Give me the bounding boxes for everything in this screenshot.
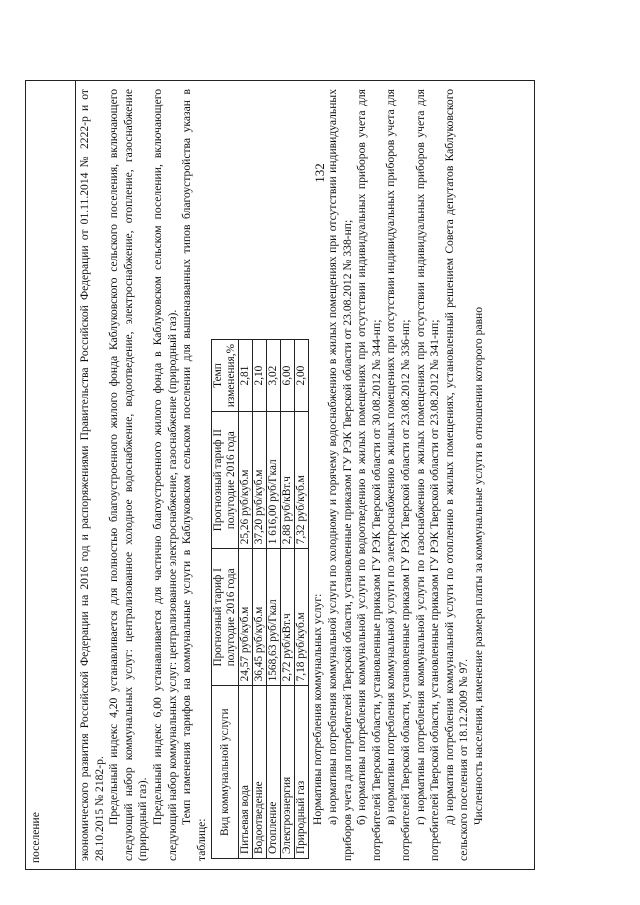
paragraph-3: Предельный индекс 6,00 устанавливается для частично благоустроенного жилого фонда в Каблуковском сельском поселении, включающего следующий набор коммунальных услуг: централизованное электроснабжение, газоснабжение (природный газ).	[150, 89, 179, 861]
header-tariff-h2: Прогнозный тариф II полугодие 2016 года	[212, 412, 239, 549]
table-row	[253, 340, 267, 859]
paragraph-2: Предельный индекс 4,20 устанавливается для полностью благоустроенного жилого фонда Каблуковского сельского поселения, включающего следующий набор коммунальных услуг: централизованное холодное водоснабжение, водоотведение, электроснабжение, отопление, газоснабжение (природный газ).	[107, 89, 150, 861]
cell-tariff-h2: 7,32 руб/куб.м	[295, 412, 309, 549]
page-frame	[25, 80, 535, 870]
cell-change: 2,10	[253, 340, 267, 412]
norm-d: д) норматив потребления коммунальной услуги по отоплению в жилых помещениях, установленный решением Совета депутатов Каблуковского сельского поселения от 18.12.2009 № 97.	[442, 89, 471, 861]
cell-tariff-h2: 37,20 руб/куб.м	[253, 412, 267, 549]
cell-service: Водоотведение	[253, 686, 267, 859]
norms-intro: Нормативы потребления коммунальных услуг:	[311, 593, 325, 825]
header-change: Темп изменения,%	[212, 340, 239, 412]
table-header-row	[212, 340, 239, 859]
norm-g: г) нормативы потребления коммунальной услуги по газоснабжению в жилых помещениях при отсутствии индивидуальных приборов учета для потребителей Тверской области, установленные приказом ГУ РЭК Тверской области от 23.08.2012 № 341-нп;	[413, 89, 442, 861]
cell-service: Электроэнергия	[281, 686, 295, 859]
settlement-column: поселение	[26, 81, 76, 869]
norm-v: в) нормативы потребления коммунальной услуги по электроснабжению в жилых помещениях при отсутствии индивидуальных приборов учета для потребителей Тверской области, установленные приказом ГУ РЭК Тверской области от 23.08.2012 № 336-нп;	[384, 89, 412, 861]
cell-tariff-h2: 1 616,00 руб/Гкал	[267, 412, 281, 549]
norm-a: а) нормативы потребления коммунальной услуги по холодному и горячему водоснабжению в жилых помещениях при отсутствии индивидуальных приборов учета для потребителей Тверской области, установленные приказом ГУ РЭК Тверской области от 23.08.2012 № 338-нп;	[325, 89, 354, 861]
cell-change: 2,81	[239, 340, 253, 412]
cell-service: Отопление	[267, 686, 281, 859]
header-service: Вид коммунальной услуги	[212, 686, 239, 859]
cell-tariff-h1: 7,18 руб/куб.м	[295, 549, 309, 686]
table-row	[295, 340, 309, 859]
cell-change: 6,00	[281, 340, 295, 412]
main-content	[78, 81, 486, 869]
cell-tariff-h2: 2,88 руб/кВт.ч	[281, 412, 295, 549]
cell-tariff-h1: 2,72 руб/кВт.ч	[281, 549, 295, 686]
cell-service: Питьевая вода	[239, 686, 253, 859]
cell-tariff-h1: 24,57 руб/куб.м	[239, 549, 253, 686]
page-number: 132	[311, 163, 327, 183]
table-row	[267, 340, 281, 859]
paragraph-4: Темп изменения тарифов на коммунальные услуги в Каблуковском сельском поселении для вышеназванных типов благоустройства указан в таблице:	[180, 89, 208, 861]
tariff-table	[211, 339, 309, 859]
header-tariff-h1: Прогнозный тариф I полугодие 2016 года	[212, 549, 239, 686]
cell-tariff-h2: 25,26 руб/куб.м	[239, 412, 253, 549]
table-row	[239, 340, 253, 859]
norm-b: б) нормативы потребления коммунальной услуги по водоотведению в жилых помещениях при отсутствии индивидуальных приборов учета для потребителей Тверской области, установленные приказом ГУ РЭК Тверской области от 30.08.2012 № 344-нп;	[355, 89, 383, 861]
cell-tariff-h1: 1568,63 руб/Гкал	[267, 549, 281, 686]
table-row	[281, 340, 295, 859]
cell-service: Природный газ	[295, 686, 309, 859]
paragraph-1: экономического развития Российской Федерации на 2016 год и распоряжениями Правительства Российской Федерации от 01.11.2014 № 2222-р и от 28.10.2015 № 2182-р.	[78, 89, 106, 861]
paragraph-last: Численность населения, изменение размера платы за коммунальные услуги в отношении которого равно	[471, 306, 485, 825]
cell-change: 3,02	[267, 340, 281, 412]
cell-tariff-h1: 36,45 руб/куб.м	[253, 549, 267, 686]
rotated-page	[25, 80, 535, 870]
cell-change: 2,00	[295, 340, 309, 412]
